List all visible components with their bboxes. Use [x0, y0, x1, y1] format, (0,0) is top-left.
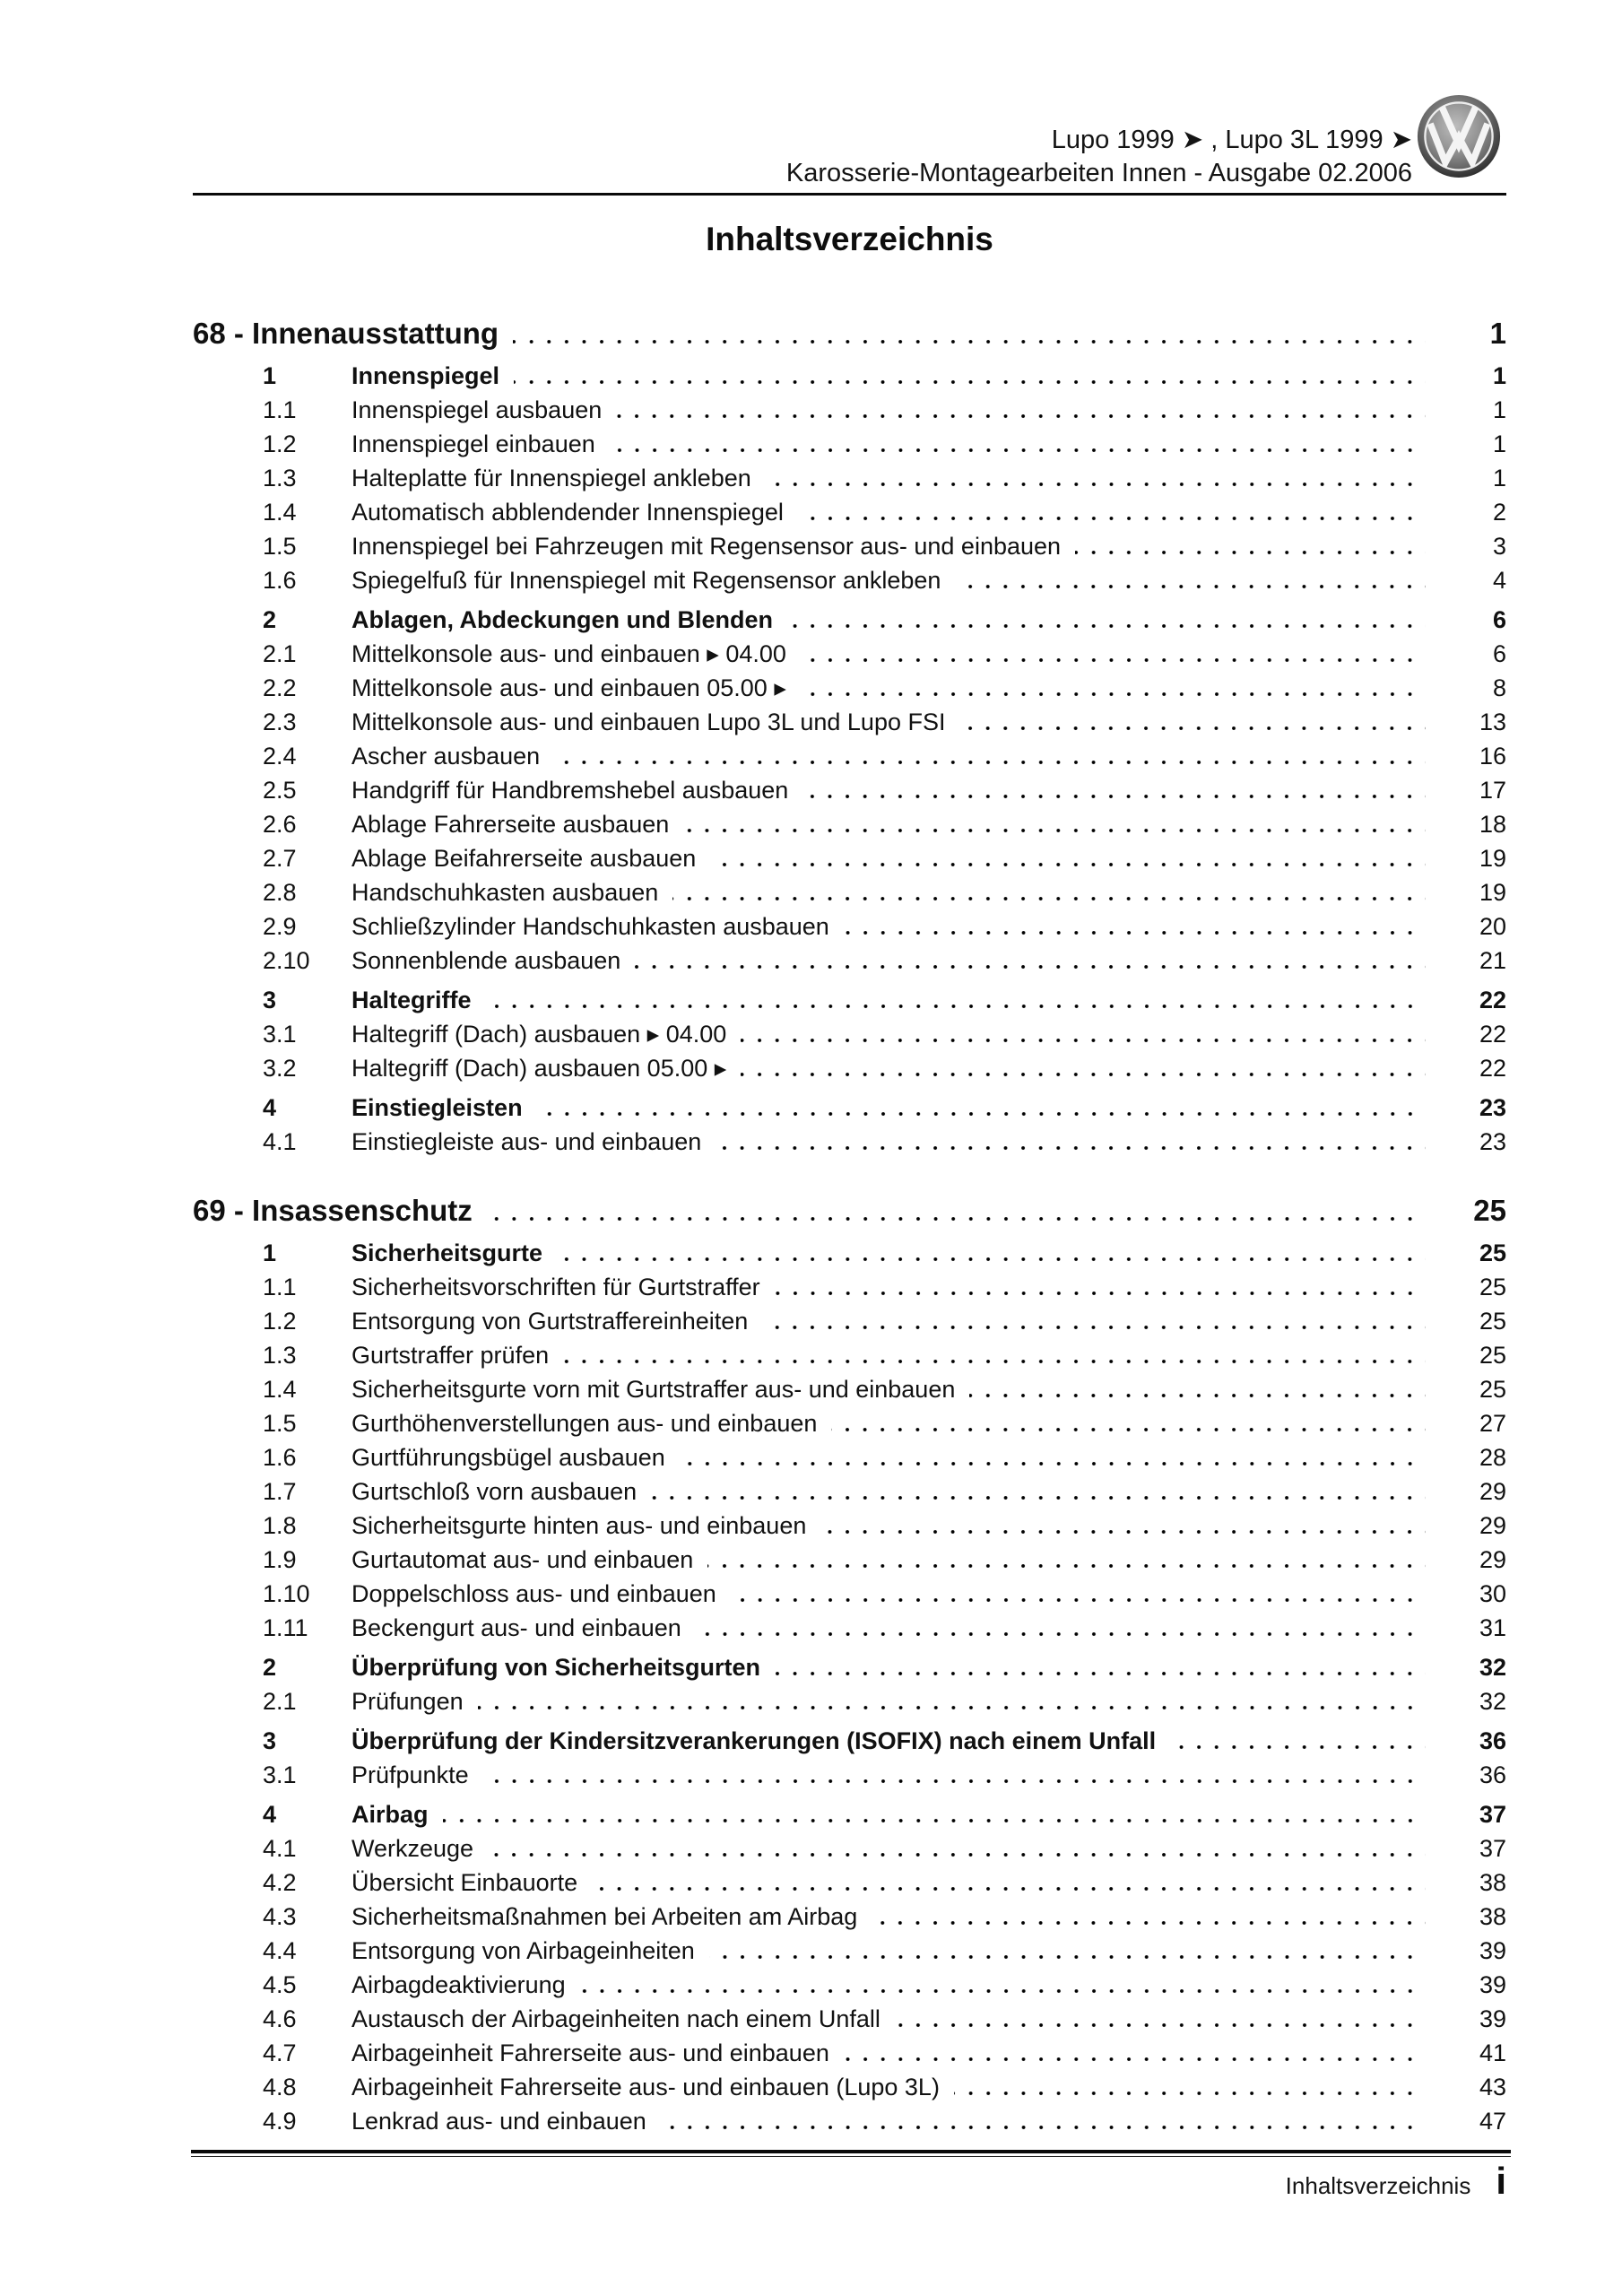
page-number: 25 — [1479, 1342, 1506, 1369]
entry-number: 1.2 — [263, 430, 297, 457]
page-number: 31 — [1479, 1614, 1506, 1641]
entry-title: Mittelkonsole aus- und einbauen ▸ 04.00 — [351, 640, 786, 667]
dot-leader — [872, 1919, 1426, 1934]
toc-entry-row — [263, 563, 1506, 597]
page-number: 22 — [1479, 1055, 1506, 1082]
entry-title: Prüfpunkte — [351, 1761, 469, 1788]
section-heading: 69 - Insassenschutz — [193, 1194, 473, 1227]
dot-leader — [895, 2022, 1426, 2036]
entry-number: 1.10 — [263, 1580, 310, 1607]
dot-leader — [672, 895, 1426, 909]
footer-divider — [191, 2150, 1511, 2157]
page-number: 36 — [1479, 1761, 1506, 1788]
entry-number: 2.2 — [263, 674, 297, 701]
entry-title: Automatisch abblendender Innenspiegel — [351, 499, 784, 526]
entry-number: 2 — [263, 606, 277, 633]
toc-entry-row — [263, 983, 1506, 1017]
toc-entry-row — [263, 1684, 1506, 1718]
dot-leader — [616, 413, 1426, 427]
entry-title: Airbag — [351, 1801, 429, 1828]
dot-leader — [709, 1953, 1426, 1968]
entry-title: Werkzeuge — [351, 1835, 474, 1862]
page-number: 6 — [1492, 606, 1506, 633]
entry-number: 1.3 — [263, 1342, 297, 1369]
page-number: 1 — [1492, 362, 1506, 389]
table-of-contents — [193, 314, 1506, 2138]
entry-title: Gurtschloß vorn ausbauen — [351, 1478, 638, 1505]
dot-leader — [762, 1324, 1426, 1338]
page-number: 32 — [1479, 1688, 1506, 1715]
toc-entry-row — [263, 495, 1506, 529]
page-number: 19 — [1479, 845, 1506, 872]
page-number: 3 — [1492, 533, 1506, 560]
page-number: 8 — [1492, 674, 1506, 701]
page-number: 22 — [1479, 1021, 1506, 1048]
entry-title: Halteplatte für Innenspiegel ankleben — [351, 465, 751, 491]
dot-leader — [478, 1704, 1426, 1718]
entry-number: 4 — [263, 1094, 277, 1121]
entry-number: 4.3 — [263, 1903, 297, 1930]
dot-leader — [696, 1631, 1426, 1645]
page-number: 29 — [1479, 1512, 1506, 1539]
dot-leader — [801, 657, 1426, 671]
page-number: 32 — [1479, 1654, 1506, 1681]
dot-leader — [801, 691, 1426, 705]
entry-title: Ablage Fahrerseite ausbauen — [351, 811, 670, 838]
entry-number: 2.4 — [263, 743, 297, 770]
page-number: 47 — [1479, 2108, 1506, 2135]
dot-leader — [610, 447, 1426, 461]
page-number: 1 — [1492, 465, 1506, 491]
dot-leader — [487, 1216, 1426, 1231]
dot-leader — [959, 725, 1426, 739]
dot-leader — [1075, 549, 1426, 563]
dot-leader — [716, 1144, 1426, 1159]
toc-entry-row — [263, 1866, 1506, 1900]
entry-number: 3.1 — [263, 1021, 297, 1048]
dot-leader — [844, 929, 1426, 944]
dot-leader — [820, 1528, 1426, 1543]
entry-title: Haltegriffe — [351, 987, 472, 1013]
entry-title: Entsorgung von Gurtstraffereinheiten — [351, 1308, 749, 1335]
toc-entry-row — [263, 1338, 1506, 1372]
page-number: 37 — [1479, 1801, 1506, 1828]
entry-title: Airbagdeaktivierung — [351, 1971, 566, 1998]
entry-number: 1.8 — [263, 1512, 297, 1539]
toc-entry-row — [263, 637, 1506, 671]
entry-number: 3 — [263, 987, 277, 1013]
page-number: 1 — [1492, 396, 1506, 423]
page-number: 25 — [1479, 1308, 1506, 1335]
dot-leader — [955, 583, 1426, 597]
dot-leader — [580, 1987, 1426, 2002]
toc-entry-row — [263, 1236, 1506, 1270]
entry-number: 2.8 — [263, 879, 297, 906]
entry-number: 4.4 — [263, 1937, 297, 1964]
entry-title: Innenspiegel ausbauen — [351, 396, 603, 423]
toc-entry-row — [263, 875, 1506, 909]
dot-leader — [554, 759, 1426, 773]
entry-title: Ablage Beifahrerseite ausbauen — [351, 845, 697, 872]
toc-entry-row — [263, 1091, 1506, 1125]
entry-title: Übersicht Einbauorte — [351, 1869, 578, 1896]
section-heading: 68 - Innenausstattung — [193, 317, 499, 350]
dot-leader — [537, 1110, 1426, 1125]
dot-leader — [443, 1817, 1426, 1831]
entry-number: 3 — [263, 1727, 277, 1754]
entry-number: 1 — [263, 1239, 277, 1266]
dot-leader — [844, 2056, 1426, 2070]
entry-title: Innenspiegel einbauen — [351, 430, 595, 457]
entry-number: 1.3 — [263, 465, 297, 491]
entry-title: Handschuhkasten ausbauen — [351, 879, 659, 906]
dot-leader — [557, 1256, 1426, 1270]
entry-number: 2.9 — [263, 913, 297, 940]
toc-entry-row — [263, 1577, 1506, 1611]
toc-entry-row — [263, 1650, 1506, 1684]
page-footer — [1286, 2160, 1506, 2203]
entry-title: Sicherheitsvorschriften für Gurtstraffer — [351, 1274, 760, 1300]
page-number: 6 — [1492, 640, 1506, 667]
toc-entry-row — [263, 2002, 1506, 2036]
entry-title: Ascher ausbauen — [351, 743, 541, 770]
dot-leader — [802, 793, 1426, 807]
toc-entry-row — [263, 705, 1506, 739]
entry-number: 1 — [263, 362, 277, 389]
toc-entry-row — [263, 773, 1506, 807]
entry-number: 1.7 — [263, 1478, 297, 1505]
page-number: 22 — [1479, 987, 1506, 1013]
entry-title: Sonnenblende ausbauen — [351, 947, 621, 974]
dot-leader — [954, 2090, 1426, 2104]
toc-entry-row — [263, 603, 1506, 637]
entry-number: 1.9 — [263, 1546, 297, 1573]
toc-entry-row — [263, 1543, 1506, 1577]
footer-label: Inhaltsverzeichnis — [1285, 2172, 1471, 2199]
page-number: 36 — [1479, 1727, 1506, 1754]
page-number: 39 — [1479, 1971, 1506, 1998]
dot-leader — [651, 1494, 1426, 1509]
entry-number: 3.1 — [263, 1761, 297, 1788]
header-divider — [193, 193, 1506, 196]
page-number: 38 — [1479, 1869, 1506, 1896]
entry-title: Haltegriff (Dach) ausbauen ▸ 04.00 — [351, 1021, 727, 1048]
toc-section-row — [193, 1191, 1506, 1231]
entry-title: Gurtführungsbügel ausbauen — [351, 1444, 665, 1471]
entry-number: 2 — [263, 1654, 277, 1681]
entry-number: 2.10 — [263, 947, 310, 974]
entry-title: Doppelschloss aus- und einbauen — [351, 1580, 716, 1607]
toc-entry-row — [263, 1611, 1506, 1645]
dot-leader — [483, 1778, 1426, 1792]
entry-title: Airbageinheit Fahrerseite aus- und einbauen (Lupo 3L) — [351, 2074, 940, 2100]
page-number: 39 — [1479, 1937, 1506, 1964]
dot-leader — [563, 1358, 1426, 1372]
entry-title: Innenspiegel — [351, 362, 500, 389]
page-number: 21 — [1479, 947, 1506, 974]
entry-number: 2.3 — [263, 709, 297, 735]
toc-entry-row — [263, 2104, 1506, 2138]
page-title: Inhaltsverzeichnis — [706, 221, 993, 257]
page-number: 37 — [1479, 1835, 1506, 1862]
entry-number: 1.1 — [263, 1274, 297, 1300]
entry-number: 4.9 — [263, 2108, 297, 2135]
entry-number: 4.7 — [263, 2039, 297, 2066]
entry-title: Austausch der Airbageinheiten nach einem Unfall — [351, 2005, 880, 2032]
entry-title: Mittelkonsole aus- und einbauen Lupo 3L und Lupo FSI — [351, 709, 946, 735]
entry-number: 1.11 — [263, 1614, 308, 1641]
dot-leader — [661, 2124, 1426, 2138]
page-number: 39 — [1479, 2005, 1506, 2032]
entry-number: 4.5 — [263, 1971, 297, 1998]
page-number: 25 — [1479, 1376, 1506, 1403]
dot-leader — [707, 1562, 1426, 1577]
toc-entry-row — [263, 529, 1506, 563]
entry-number: 1.6 — [263, 1444, 297, 1471]
dot-leader — [514, 378, 1426, 393]
toc-entry-row — [263, 1968, 1506, 2002]
page-number: 13 — [1479, 709, 1506, 735]
entry-title: Überprüfung der Kindersitzverankerungen (ISOFIX) nach einem Unfall — [351, 1727, 1157, 1754]
dot-leader — [969, 1392, 1426, 1406]
entry-number: 4.8 — [263, 2074, 297, 2100]
header-subtitle: Karosserie-Montagearbeiten Innen - Ausgabe 02.2006 — [785, 159, 1412, 187]
dot-leader — [635, 963, 1426, 978]
dot-leader — [798, 515, 1426, 529]
toc-entry-row — [263, 944, 1506, 978]
entry-title: Haltegriff (Dach) ausbauen 05.00 ▸ — [351, 1055, 727, 1082]
entry-number: 1.1 — [263, 396, 297, 423]
document-header — [786, 124, 1412, 190]
entry-title: Schließzylinder Handschuhkasten ausbauen — [351, 913, 829, 940]
page-number: 27 — [1479, 1410, 1506, 1437]
toc-entry-row — [263, 1125, 1506, 1159]
dot-leader — [775, 1670, 1426, 1684]
entry-number: 1.4 — [263, 1376, 297, 1403]
entry-number: 4.2 — [263, 1869, 297, 1896]
page-number: 41 — [1479, 2039, 1506, 2066]
dot-leader — [775, 1290, 1426, 1304]
toc-entry-row — [263, 1831, 1506, 1866]
toc-entry-row — [263, 2036, 1506, 2070]
entry-title: Einstiegleisten — [351, 1094, 523, 1121]
entry-title: Airbageinheit Fahrerseite aus- und einbauen — [351, 2039, 829, 2066]
page-number: 2 — [1492, 499, 1506, 526]
footer-page-number: i — [1496, 2160, 1506, 2202]
entry-number: 2.6 — [263, 811, 297, 838]
toc-entry-row — [263, 1900, 1506, 1934]
toc-entry-row — [263, 1440, 1506, 1474]
entry-number: 2.1 — [263, 1688, 297, 1715]
page-number: 23 — [1479, 1128, 1506, 1155]
entry-title: Gurtstraffer prüfen — [351, 1342, 550, 1369]
page-number: 17 — [1479, 777, 1506, 804]
toc-entry-row — [263, 909, 1506, 944]
toc-entry-row — [263, 1270, 1506, 1304]
toc-entry-row — [263, 1934, 1506, 1968]
toc-entry-row — [263, 807, 1506, 841]
header-model-line: Lupo 1999 ➤ , Lupo 3L 1999 ➤ — [1051, 126, 1412, 154]
entry-number: 1.5 — [263, 533, 297, 560]
toc-entry-row — [263, 1051, 1506, 1085]
entry-number: 2.5 — [263, 777, 297, 804]
toc-entry-row — [263, 1406, 1506, 1440]
entry-number: 1.4 — [263, 499, 297, 526]
dot-leader — [731, 1596, 1426, 1611]
page-number: 43 — [1479, 2074, 1506, 2100]
dot-leader — [486, 1003, 1426, 1017]
toc-entry-row — [263, 2070, 1506, 2104]
entry-title: Sicherheitsmaßnahmen bei Arbeiten am Airbag — [351, 1903, 858, 1930]
page-number: 25 — [1479, 1274, 1506, 1300]
toc-entry-row — [263, 1797, 1506, 1831]
entry-number: 3.2 — [263, 1055, 297, 1082]
dot-leader — [831, 1426, 1426, 1440]
page-number: 25 — [1479, 1239, 1506, 1266]
page-number: 4 — [1492, 567, 1506, 594]
page-number: 38 — [1479, 1903, 1506, 1930]
toc-entry-row — [263, 1509, 1506, 1543]
toc-entry-row — [263, 461, 1506, 495]
page-number: 19 — [1479, 879, 1506, 906]
page-number: 25 — [1473, 1194, 1506, 1227]
entry-number: 4.1 — [263, 1835, 297, 1862]
entry-title: Einstiegleiste aus- und einbauen — [351, 1128, 702, 1155]
toc-entry-row — [263, 359, 1506, 393]
entry-number: 1.6 — [263, 567, 297, 594]
toc-entry-row — [263, 739, 1506, 773]
page-number: 1 — [1492, 430, 1506, 457]
entry-title: Überprüfung von Sicherheitsgurten — [351, 1654, 761, 1681]
entry-title: Gurtautomat aus- und einbauen — [351, 1546, 694, 1573]
toc-entry-row — [263, 1017, 1506, 1051]
entry-title: Spiegelfuß für Innenspiegel mit Regensensor ankleben — [351, 567, 941, 594]
toc-entry-row — [263, 393, 1506, 427]
toc-entry-row — [263, 1304, 1506, 1338]
toc-entry-row — [263, 1758, 1506, 1792]
toc-entry-row — [263, 671, 1506, 705]
entry-title: Sicherheitsgurte hinten aus- und einbauen — [351, 1512, 807, 1539]
entry-title: Sicherheitsgurte vorn mit Gurtstraffer aus- und einbauen — [351, 1376, 956, 1403]
dot-leader — [488, 1851, 1426, 1866]
page-number: 30 — [1479, 1580, 1506, 1607]
entry-title: Handgriff für Handbremshebel ausbauen — [351, 777, 789, 804]
page-number: 29 — [1479, 1546, 1506, 1573]
entry-number: 4.1 — [263, 1128, 297, 1155]
toc-entry-row — [263, 1474, 1506, 1509]
toc-entry-row — [263, 841, 1506, 875]
entry-title: Sicherheitsgurte — [351, 1239, 543, 1266]
entry-number: 1.2 — [263, 1308, 297, 1335]
dot-leader — [683, 827, 1426, 841]
dot-leader — [741, 1071, 1426, 1085]
entry-title: Lenkrad aus- und einbauen — [351, 2108, 646, 2135]
page-number: 20 — [1479, 913, 1506, 940]
entry-number: 2.1 — [263, 640, 297, 667]
entry-number: 4 — [263, 1801, 277, 1828]
dot-leader — [766, 481, 1426, 495]
dot-leader — [787, 622, 1426, 637]
page-number: 16 — [1479, 743, 1506, 770]
entry-title: Entsorgung von Airbageinheiten — [351, 1937, 695, 1964]
page-number: 29 — [1479, 1478, 1506, 1505]
toc-entry-row — [263, 1372, 1506, 1406]
entry-title: Innenspiegel bei Fahrzeugen mit Regensensor aus- und einbauen — [351, 533, 1062, 560]
page-number: 28 — [1479, 1444, 1506, 1471]
entry-title: Prüfungen — [351, 1688, 464, 1715]
entry-title: Gurthöhenverstellungen aus- und einbauen — [351, 1410, 818, 1437]
entry-number: 2.7 — [263, 845, 297, 872]
toc-entry-row — [263, 1724, 1506, 1758]
entry-title: Beckengurt aus- und einbauen — [351, 1614, 681, 1641]
entry-number: 4.6 — [263, 2005, 297, 2032]
dot-leader — [1170, 1744, 1426, 1758]
entry-number: 1.5 — [263, 1410, 297, 1437]
page-number: 23 — [1479, 1094, 1506, 1121]
dot-leader — [680, 1460, 1426, 1474]
dot-leader — [513, 339, 1426, 353]
dot-leader — [592, 1885, 1426, 1900]
entry-title: Mittelkonsole aus- und einbauen 05.00 ▸ — [351, 674, 786, 701]
page-number: 18 — [1479, 811, 1506, 838]
entry-title: Ablagen, Abdeckungen und Blenden — [351, 606, 774, 633]
page-number: 1 — [1489, 317, 1506, 350]
dot-leader — [710, 861, 1426, 875]
toc-section-row — [193, 314, 1506, 353]
dot-leader — [741, 1037, 1426, 1051]
toc-entry-row — [263, 427, 1506, 461]
vw-logo-icon — [1417, 91, 1501, 182]
